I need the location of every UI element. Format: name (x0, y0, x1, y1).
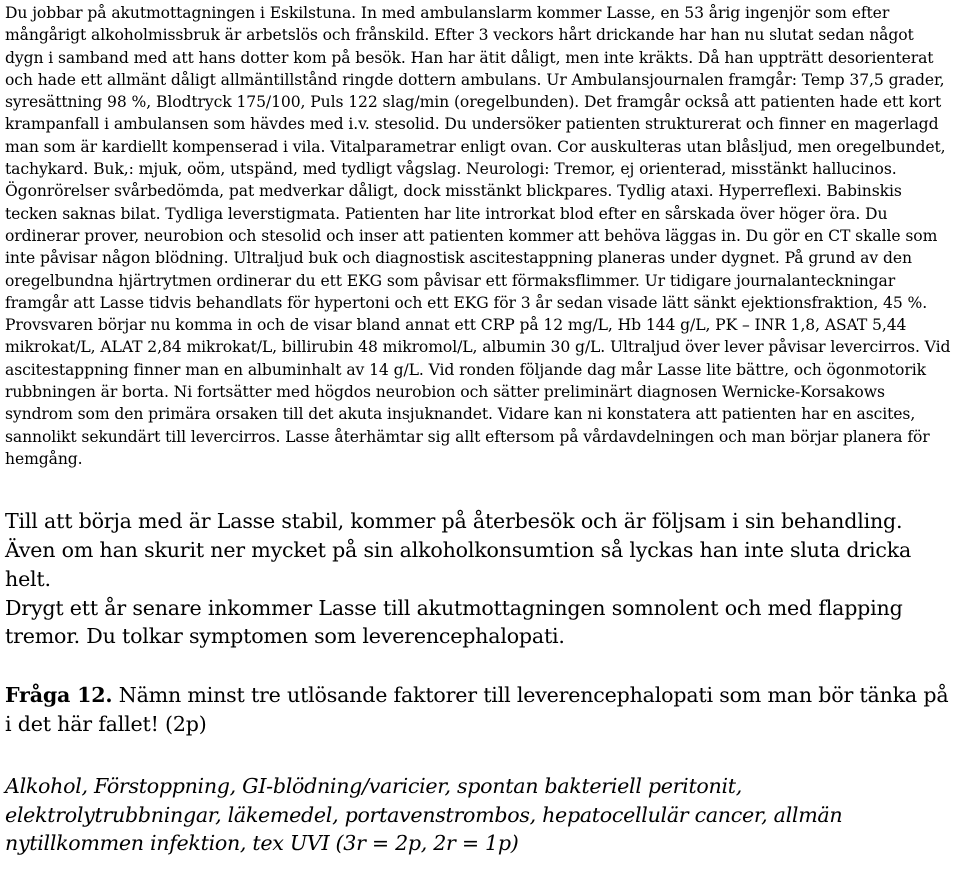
question-12 (5, 681, 955, 739)
document-page (5, 0, 955, 879)
follow-up-paragraph-2: Drygt ett år senare inkommer Lasse till akutmottagningen somnolent och med flapping tremor. Du tolkar symptomen som leverencephalopati. (5, 595, 903, 649)
case-description: Du jobbar på akutmottagningen i Eskilstuna. In med ambulanslarm kommer Lasse, en 53 årig ingenjör som efter mångårigt alkoholmissbruk är arbetslös och frånskild. Efter 3 veckors hårt drickande har han nu slutat sedan något dygn i samband med att hans dotter kom på besök. Han har ätit dåligt, men inte kräkts. Då han uppträtt desorienterat och hade ett allmänt dåligt allmäntillstånd ringde dottern ambulans. Ur Ambulansjournalen framgår: Temp 37,5 grader, syresättning 98 %, Blodtryck 175/100, Puls 122 slag/min (oregelbunden). Det framgår också att patienten hade ett kort krampanfall i ambulansen som hävdes med i.v. stesolid. Du undersöker patienten strukturerat och finner en magerlagd man som är kardiellt kompenserad i vila. Vitalparametrar enligt ovan. Cor auskulteras utan blåsljud, men oregelbundet, tachykard. Buk,: mjuk, oöm, utspänd, med tydligt vågslag. Neurologi: Tremor, ej orienterad, misstänkt hallucinos. Ögonrörelser svårbedömda, pat medverkar dåligt, dock misstänkt blickpares. Tydlig ataxi. Hyperreflexi. Babinskis tecken saknas bilat. Tydliga leverstigmata. Patienten har lite introrkat blod efter en sårskada över höger öra. Du ordinerar prover, neurobion och stesolid och inser att patienten kommer att behöva läggas in. Du gör en CT skalle som inte påvisar någon blödning. Ultraljud buk och diagnostisk ascitestappning planeras under dygnet. På grund av den oregelbundna hjärtrytmen ordinerar du ett EKG som påvisar ett förmaksflimmer. Ur tidigare journalanteckningar framgår att Lasse tidvis behandlats för hypertoni och ett EKG för 3 år sedan visade lätt sänkt ejektionsfraktion, 45 %. Provsvaren börjar nu komma in och de visar bland annat ett CRP på 12 mg/L, Hb 144 g/L, PK – INR 1,8, ASAT 5,44 mikrokat/L, ALAT 2,84 mikrokat/L, billirubin 48 mikromol/L, albumin 30 g/L. Ultraljud över lever påvisar levercirros. Vid ascitestappning finner man en albuminhalt av 14 g/L. Vid ronden följande dag mår Lasse lite bättre, och ögonmotorik rubbningen är borta. Ni fortsätter med högdos neurobion och sätter preliminärt diagnosen Wernicke-Korsakows syndrom som den primära orsaken till det akuta insjuknandet. Vidare kan ni konstatera att patienten har en ascites, sannolikt sekundärt till levercirros. Lasse återhämtar sig allt eftersom på vårdavdelningen och man börjar planera för hemgång. (5, 4, 951, 468)
follow-up-paragraph-1: Till att börja med är Lasse stabil, kommer på återbesök och är följsam i sin behandling. Även om han skurit ner mycket på sin alkoholkonsumtion så lyckas han inte sluta dricka helt. (5, 509, 912, 591)
answer-text: Alkohol, Förstoppning, GI-blödning/varicier, spontan bakteriell peritonit, elektrolytrubbningar, läkemedel, portavenstrombos, hepatocellulär cancer, allmän nytillkommen infektion, tex UVI (3r = 2p, 2r = 1p) (5, 773, 843, 856)
question-label: Fråga 12. (5, 683, 113, 708)
question-text: Nämn minst tre utlösande faktorer till leverencephalopati som man bör tänka på i det här fallet! (2p) (5, 683, 949, 737)
follow-up-narrative (5, 507, 955, 651)
